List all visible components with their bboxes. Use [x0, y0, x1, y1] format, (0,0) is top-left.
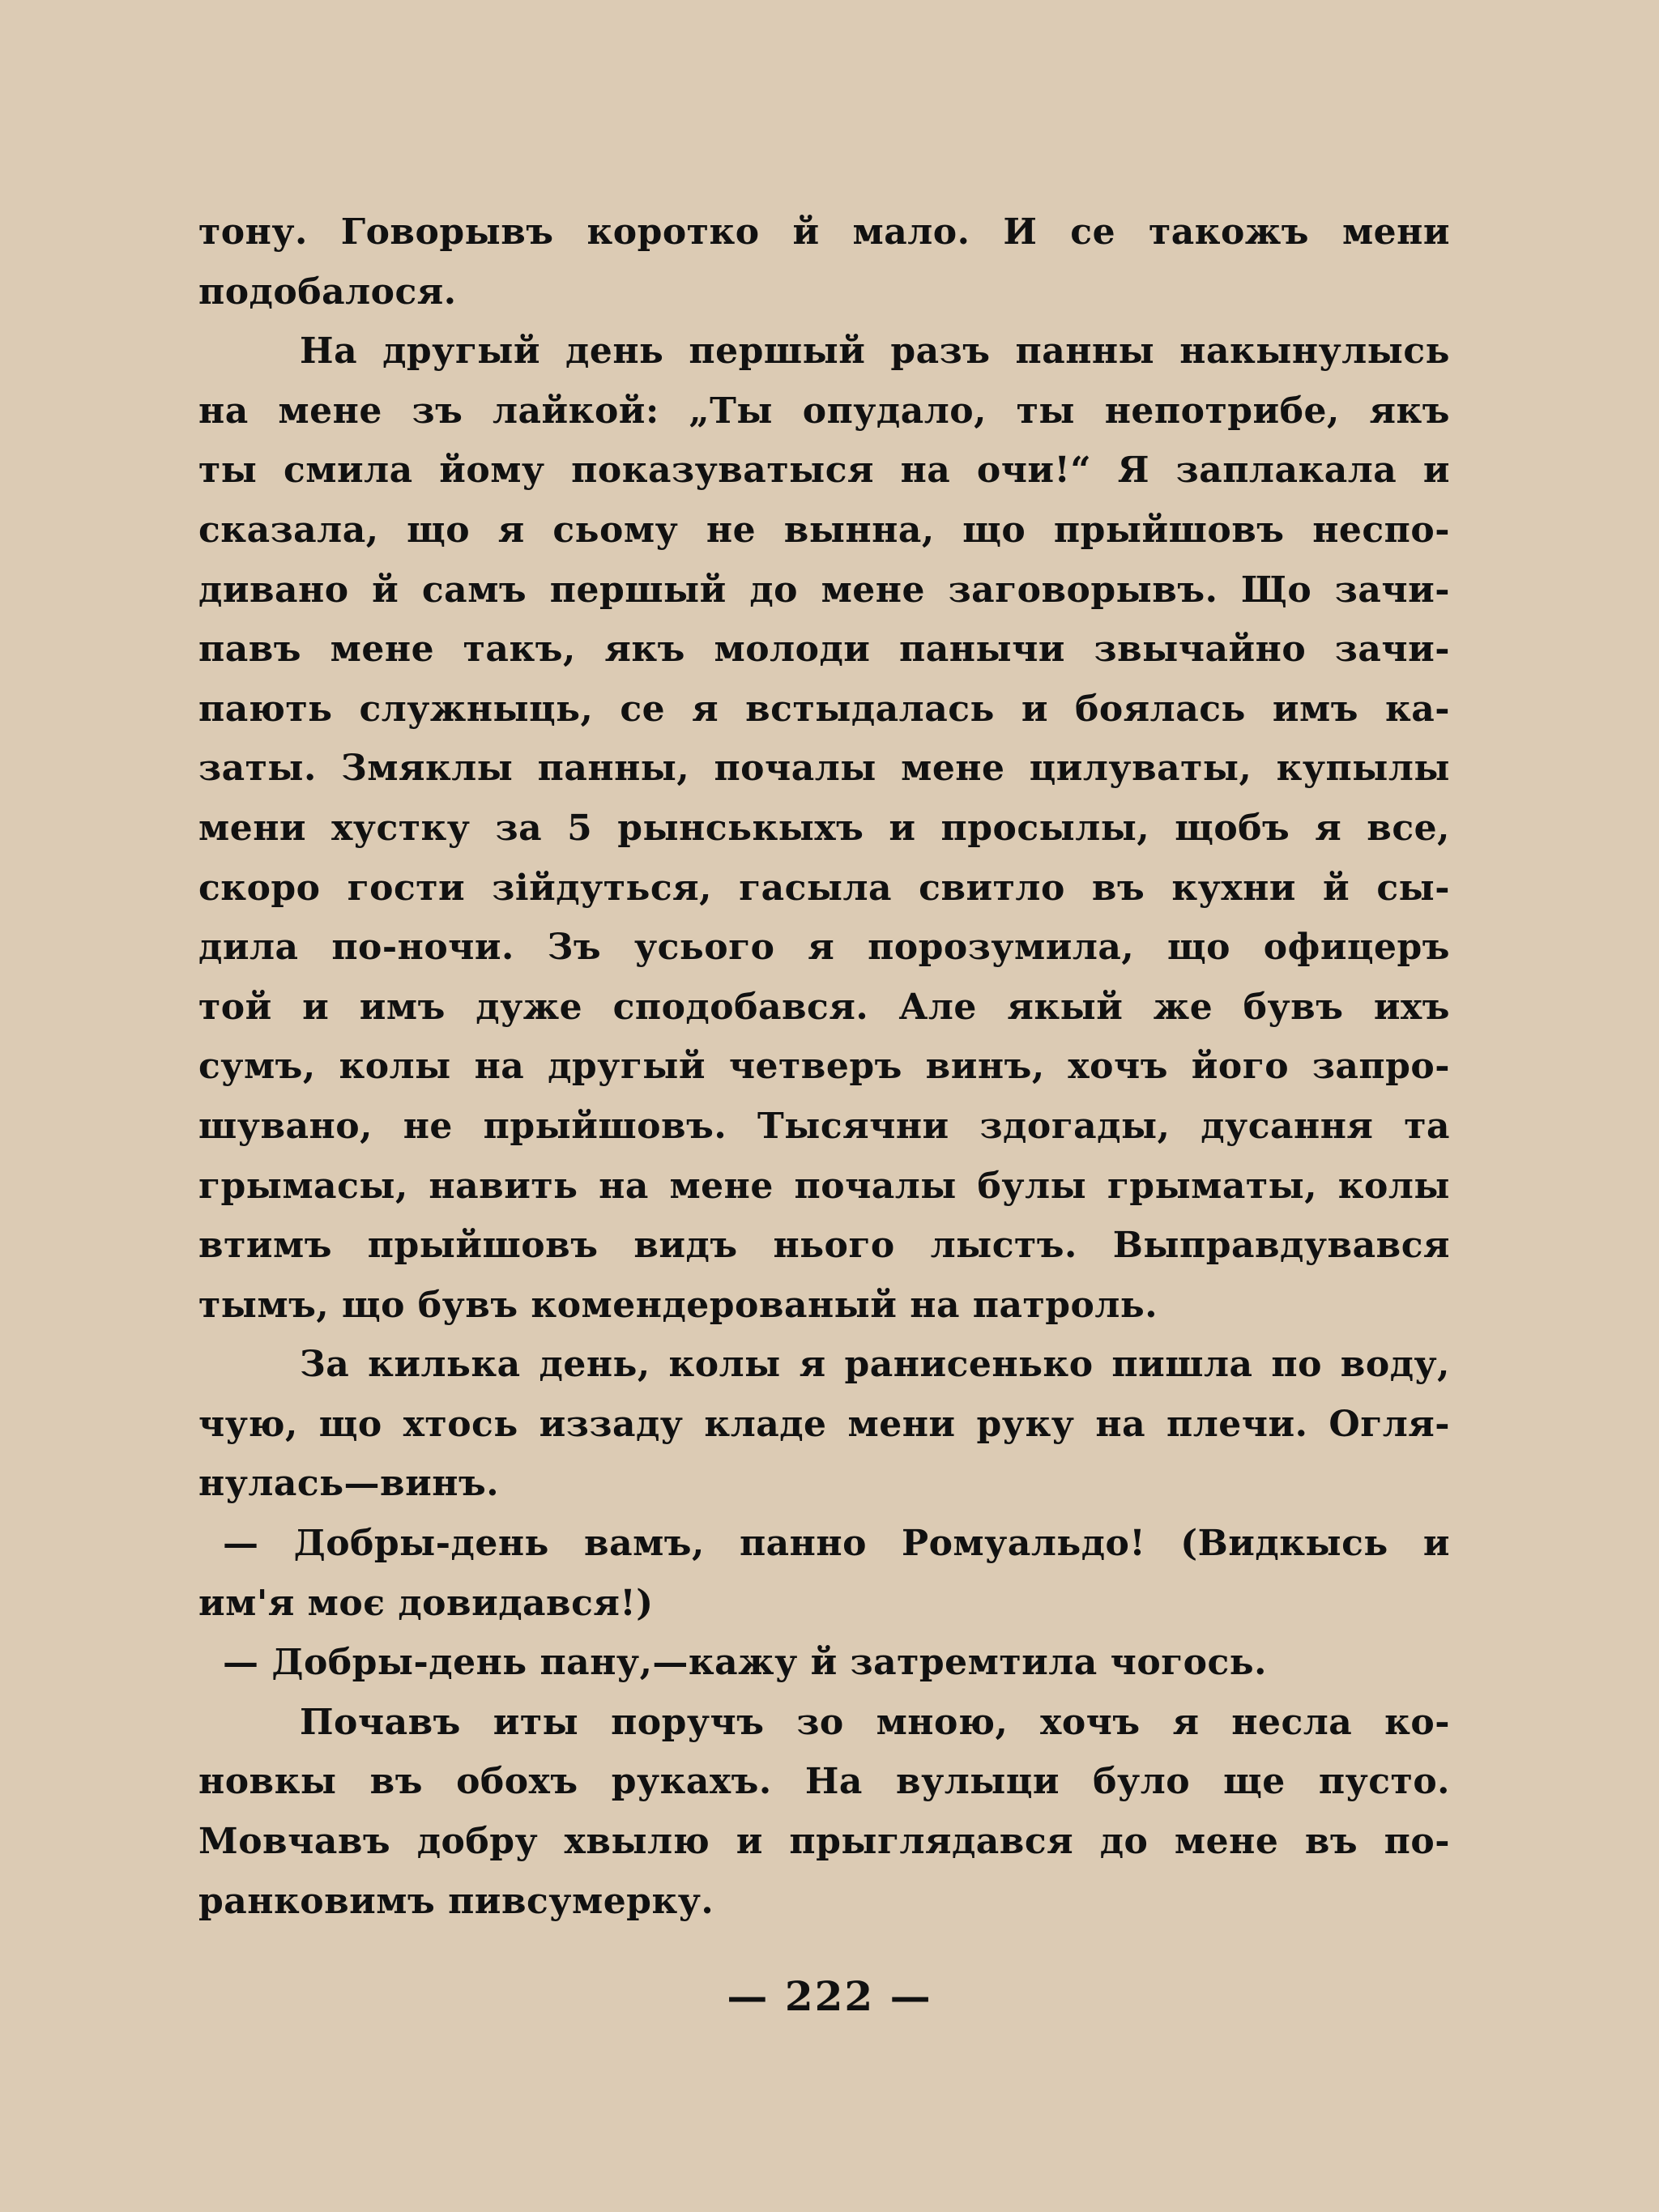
- page-body: [198, 202, 1450, 1931]
- text-line: сумъ, колы на другый четверъ винъ, хочъ його запро-: [198, 1046, 1450, 1088]
- text-line: На другый день першый разъ панны накынулысь: [300, 330, 1450, 373]
- text-line: тымъ, що бувъ комендерованый на патроль.: [198, 1284, 1158, 1326]
- text-line: заты. Змяклы панны, почалы мене цилуваты, купылы: [198, 748, 1450, 790]
- text-line: чую, що хтось иззаду кладе мени руку на плечи. Огля-: [198, 1403, 1450, 1445]
- text-line: им'я моє довидався!): [198, 1582, 654, 1624]
- text-line: — Добры-день вамъ, панно Ромуальдо! (Видкысь и: [223, 1523, 1450, 1565]
- text-line: тону. Говорывъ коротко й мало. И се такожъ мени: [198, 211, 1450, 253]
- text-line: Мовчавъ добру хвылю и прыглядався до мене въ по-: [198, 1821, 1450, 1863]
- text-line: дивано й самъ першый до мене заговорывъ. Що зачи-: [198, 569, 1450, 611]
- text-line: грымасы, навить на мене почалы булы грыматы, колы: [198, 1165, 1450, 1207]
- text-line: подобалося.: [198, 271, 457, 313]
- text-line: павъ мене такъ, якъ молоди панычи звычайно зачи-: [198, 629, 1450, 671]
- text-line: на мене зъ лайкой: „Ты опудало, ты непотрибе, якъ: [198, 390, 1450, 432]
- text-line: мени хустку за 5 рынськыхъ и просылы, щобъ я все,: [198, 807, 1450, 849]
- text-line: скоро гости зійдуться, гасыла свитло въ кухни й сы-: [198, 867, 1450, 909]
- text-line: той и имъ дуже сподобався. Але якый же бувъ ихъ: [198, 986, 1450, 1028]
- text-line: Почавъ иты поручъ зо мною, хочъ я несла ко-: [300, 1701, 1450, 1743]
- text-line: сказала, що я сьому не вынна, що прыйшовъ неспо-: [198, 509, 1450, 551]
- text-line: втимъ прыйшовъ видъ нього лыстъ. Выправдувався: [198, 1225, 1450, 1267]
- text-line: пають служныць, се я встыдалась и боялась имъ ка-: [198, 688, 1450, 730]
- text-line: ранковимъ пивсумерку.: [198, 1880, 714, 1922]
- text-line: дила по-ночи. Зъ усього я порозумила, що офицеръ: [198, 927, 1450, 969]
- text-line: За килька день, колы я ранисенько пишла по воду,: [300, 1344, 1450, 1386]
- page-number: — 222 —: [727, 1972, 932, 2020]
- text-line: — Добры-день пану,—кажу й затремтила чогось.: [223, 1642, 1267, 1684]
- text-line: шувано, не прыйшовъ. Тысячни здогады, дусання та: [198, 1105, 1450, 1147]
- text-line: новкы въ обохъ рукахъ. На вулыци було ще пусто.: [198, 1761, 1450, 1803]
- text-line: нулась—винъ.: [198, 1463, 500, 1505]
- text-line: ты смила йому показуватыся на очи!“ Я заплакала и: [198, 450, 1450, 492]
